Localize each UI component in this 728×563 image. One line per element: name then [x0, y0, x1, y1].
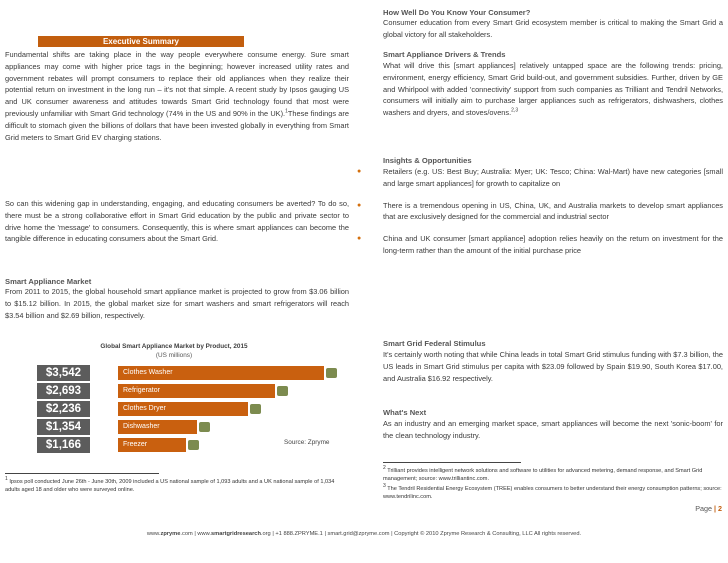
education-paragraph: So can this widening gap in understanding, engaging, and educating consumers be averted? To do so, there must be a strong collaborative effort in Smart Grid education by the public and private sector to drive home the 'message' to consumers. Consequently, this is where smart appliances can become the tangible difference in educating consumers about the Smart Grid.	[5, 199, 349, 244]
chart-subtitle: (US millions)	[155, 352, 193, 359]
footnote-3-text: The Tendril Residential Energy Ecosystem (TREE) enables consumers to better understand their energy consumption patterns; source: www.tendrilinc.com.	[383, 486, 722, 500]
dryer-icon	[250, 404, 261, 414]
chart-title: Global Smart Appliance Market by Product, 2015	[100, 343, 248, 350]
footnote-3	[383, 485, 723, 501]
footnote-1	[5, 478, 349, 494]
insight-bullet-1: ● Retailers (e.g. US: Best Buy; Australia: Myer; UK: Tesco; China: Wal-Mart) have new categories [small and large smart appliances] for growth to capitalize on	[369, 166, 723, 190]
footnote-3-number: 3	[383, 483, 386, 490]
footnote-2-text: Trilliant provides intelligent network solutions and software to utilities for advanced metering, demand response, and Smart Grid management; source: www.trilliantinc.com.	[383, 468, 703, 482]
freezer-icon	[188, 440, 199, 450]
refrigerator-icon	[277, 386, 288, 396]
drivers-heading: Smart Appliance Drivers & Trends	[383, 50, 506, 59]
drivers-body: What will drive this [smart appliances] relatively untapped space are the following trends: pricing, environment, energy efficiency, Smart Grid build-out, and government subsidies. Further, driven by GE and Whirlpool with added 'connectivity' support from such companies as Trilliant and Tendril Networks, consumers will initially aim to purchase larger appliances such as refrigerators, dishwashers, clothes washers and dryers, and stoves/ovens.	[383, 61, 723, 118]
drivers-text	[383, 60, 723, 119]
page-separator: |	[713, 504, 716, 513]
market-chart	[34, 343, 350, 455]
consumer-heading: How Well Do You Know Your Consumer?	[383, 8, 531, 17]
intro-paragraph	[5, 49, 349, 143]
footnote-ref-2-3[interactable]: 2,3	[511, 107, 519, 114]
chart-bar: Clothes Dryer	[118, 402, 248, 416]
market-paragraph: From 2011 to 2015, the global household smart appliance market is projected to grow from $3.06 billion to $15.12 billion. In 2015, the global market size for smart washers and smart refrigerators will reach $3.54 billion and $2.69 billion, respectively.	[5, 287, 349, 320]
intro-text-tail: These findings are difficult to stomach given the billions of dollars that have been invested globally in everything from Smart Grid meters to Smart Grid EV charging stations.	[5, 108, 349, 142]
insights-list	[369, 166, 723, 267]
chart-value-label: $1,166	[37, 437, 90, 453]
page-label: Page	[695, 504, 712, 513]
footnote-1-number: 1	[5, 476, 8, 483]
footer: www.zpryme.com | www.smartgridresearch.org | +1 888.ZPRYME.1 | smart.grid@zpryme.com | Copyright © 2010 Zpryme Research & Consulting, LLC All rights reserved.	[146, 531, 582, 537]
chart-source: Source: Zpryme	[284, 439, 330, 446]
footnote-1-text: Ipsos poll conducted June 26th - June 30th, 2009 included a US national sample of 1,093 adults and a UK national sample of 1,034 adults aged 18 and older who were surveyed online.	[5, 479, 335, 493]
footnote-2-number: 2	[383, 465, 386, 472]
consumer-text: Consumer education from every Smart Grid ecosystem member is critical to making the Smart Grid a global victory for all stakeholders.	[383, 18, 723, 39]
footer-copyright: Copyright © 2010 Zpryme Research & Consulting, LLC All rights reserved.	[394, 531, 582, 537]
chart-bar: Freezer	[118, 438, 186, 452]
footnote-rule-right	[383, 462, 521, 463]
footnote-rule-left	[5, 473, 159, 474]
chart-value-label: $2,693	[37, 383, 90, 399]
stimulus-heading: Smart Grid Federal Stimulus	[383, 339, 486, 348]
page-number-value: 2	[718, 504, 722, 513]
executive-summary-heading: Executive Summary	[38, 36, 244, 47]
insights-heading: Insights & Opportunities	[383, 156, 472, 165]
chart-bar: Refrigerator	[118, 384, 275, 398]
page-number	[650, 504, 722, 513]
footnote-ref-1[interactable]: 1	[285, 108, 288, 115]
chart-bar: Dishwasher	[118, 420, 197, 434]
chart-value-label: $1,354	[37, 419, 90, 435]
whats-next-heading: What's Next	[383, 408, 427, 417]
insight-bullet-2: ● There is a tremendous opening in US, China, UK, and Australia markets to develop smart appliances that are exclusively designed for the commercial and industrial sector	[369, 200, 723, 224]
chart-value-label: $3,542	[37, 365, 90, 381]
insight-bullet-3: ● China and UK consumer [smart appliance] adoption relies heavily on the return on investment for the long-term rather than the amount of the initial purchase price	[369, 233, 723, 257]
footnote-2	[383, 467, 723, 483]
footer-site-smartgridresearch[interactable]: www.smartgridresearch.org	[197, 531, 271, 537]
stimulus-text: It's certainly worth noting that while China leads in total Smart Grid stimulus funding with $7.3 billion, the US leads in Smart Grid stimulus per capita with $23.09 followed by Spain $19.90, South Korea $17.00, and Australia $16.92 respectively.	[383, 350, 723, 383]
footer-site-zpryme[interactable]: www.zpryme.com	[146, 531, 193, 537]
chart-value-label: $2,236	[37, 401, 90, 417]
washer-icon	[326, 368, 337, 378]
intro-text: Fundamental shifts are taking place in the way people everywhere consume energy. Sure smart appliances may come with higher price tags in the beginning; however increased utility rates and government rebates will prompt consumers to replace their old appliances when they realize their potential return on investment in the long run – it's not that simple. A recent study by Ipsos gauging US and UK consumer awareness and attitudes towards Smart Grid technology found that most were previously unfamiliar with Smart Grid technology (74% in the US and 90% in the UK).	[5, 50, 349, 118]
whats-next-text: As an industry and an emerging market space, smart appliances will become the next 'sonic-boom' for the clean technology industry.	[383, 419, 723, 440]
chart-bar: Clothes Washer	[118, 366, 324, 380]
footer-phone: +1 888.ZPRYME.1	[275, 531, 323, 537]
footer-email[interactable]: smart.grid@zpryme.com	[327, 531, 390, 537]
smart-appliance-market-heading: Smart Appliance Market	[5, 277, 92, 286]
dishwasher-icon	[199, 422, 210, 432]
